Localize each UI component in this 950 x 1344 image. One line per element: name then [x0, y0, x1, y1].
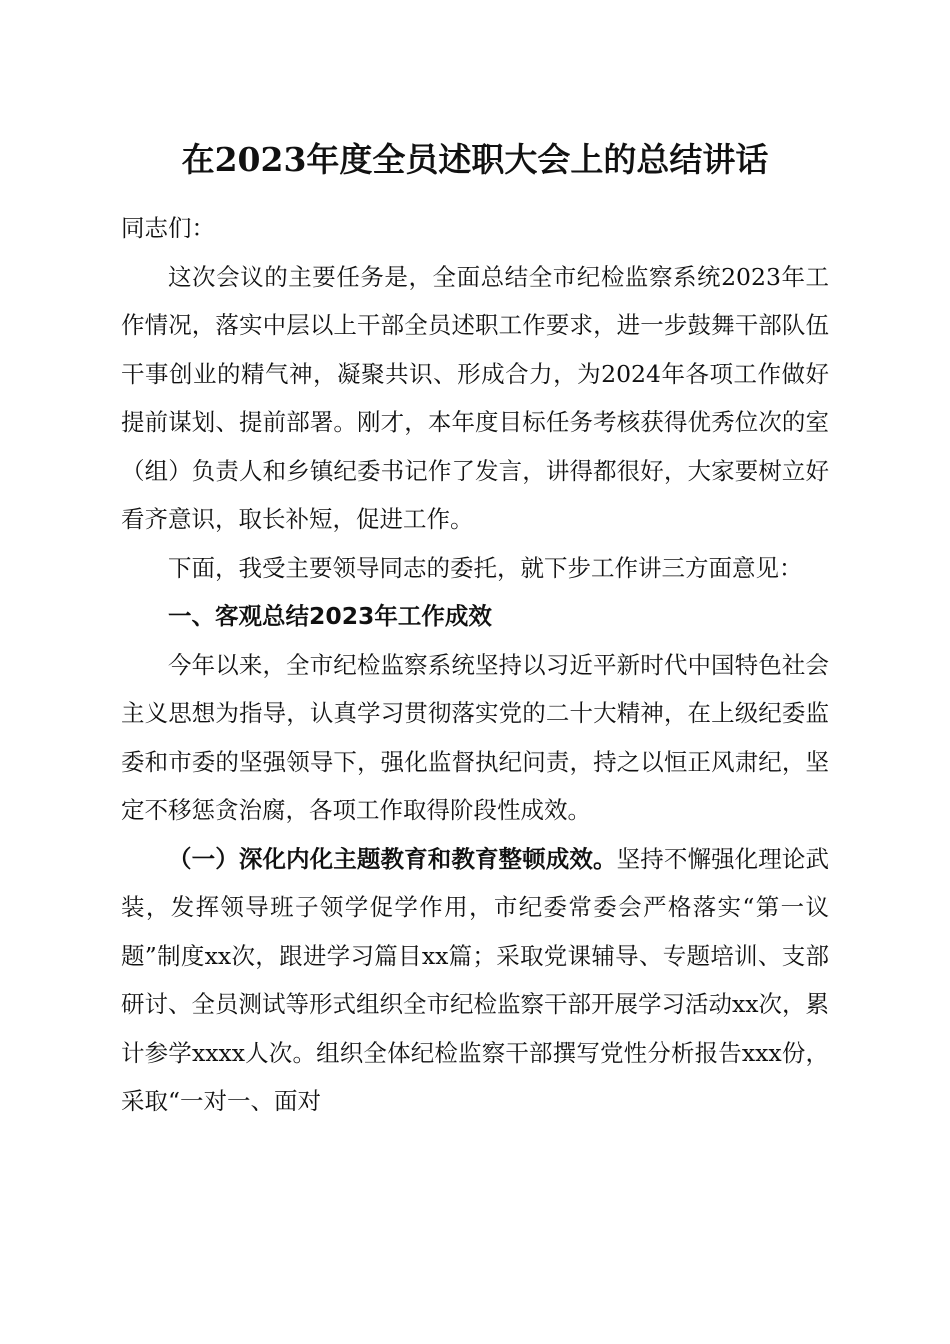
subsection-1-heading: （一）深化内化主题教育和教育整顿成效。: [168, 844, 617, 873]
subsection-1: [121, 835, 829, 1126]
paragraph-opinions-intro: 下面，我受主要领导同志的委托，就下步工作讲三方面意见：: [168, 553, 803, 582]
salutation: 同志们：: [121, 214, 215, 242]
subsection-1-text: 坚持不懈强化理论武装，发挥领导班子领学促学作用，市纪委常委会严格落实“第一议题”制度xx次，跟进学习篇目xx篇；采取党课辅导、专题培训、支部研讨、全员测试等形式组织全市纪检监察干部开展学习活动xx次，累计参学xxxx人次。组织全体纪检监察干部撰写党性分析报告xxx份，采取“一对一、面对: [121, 844, 830, 1115]
document-body: [121, 204, 829, 1126]
section-heading-1: 一、客观总结2023年工作成效: [168, 602, 492, 630]
paragraph-meeting-tasks: 这次会议的主要任务是，全面总结全市纪检监察系统2023年工作情况，落实中层以上干部全员述职工作要求，进一步鼓舞干部队伍干事创业的精气神，凝聚共识、形成合力，为2024年各项工作做好提前谋划、提前部署。刚才，本年度目标任务考核获得优秀位次的室（组）负责人和乡镇纪委书记作了发言，讲得都很好，大家要树立好看齐意识，取长补短，促进工作。: [121, 262, 829, 533]
document-title: 在2023年度全员述职大会上的总结讲话: [181, 140, 769, 179]
paragraph-year-overview: 今年以来，全市纪检监察系统坚持以习近平新时代中国特色社会主义思想为指导，认真学习贯彻落实党的二十大精神，在上级纪委监委和市委的坚强领导下，强化监督执纪问责，持之以恒正风肃纪，坚定不移惩贪治腐，各项工作取得阶段性成效。: [121, 650, 829, 824]
